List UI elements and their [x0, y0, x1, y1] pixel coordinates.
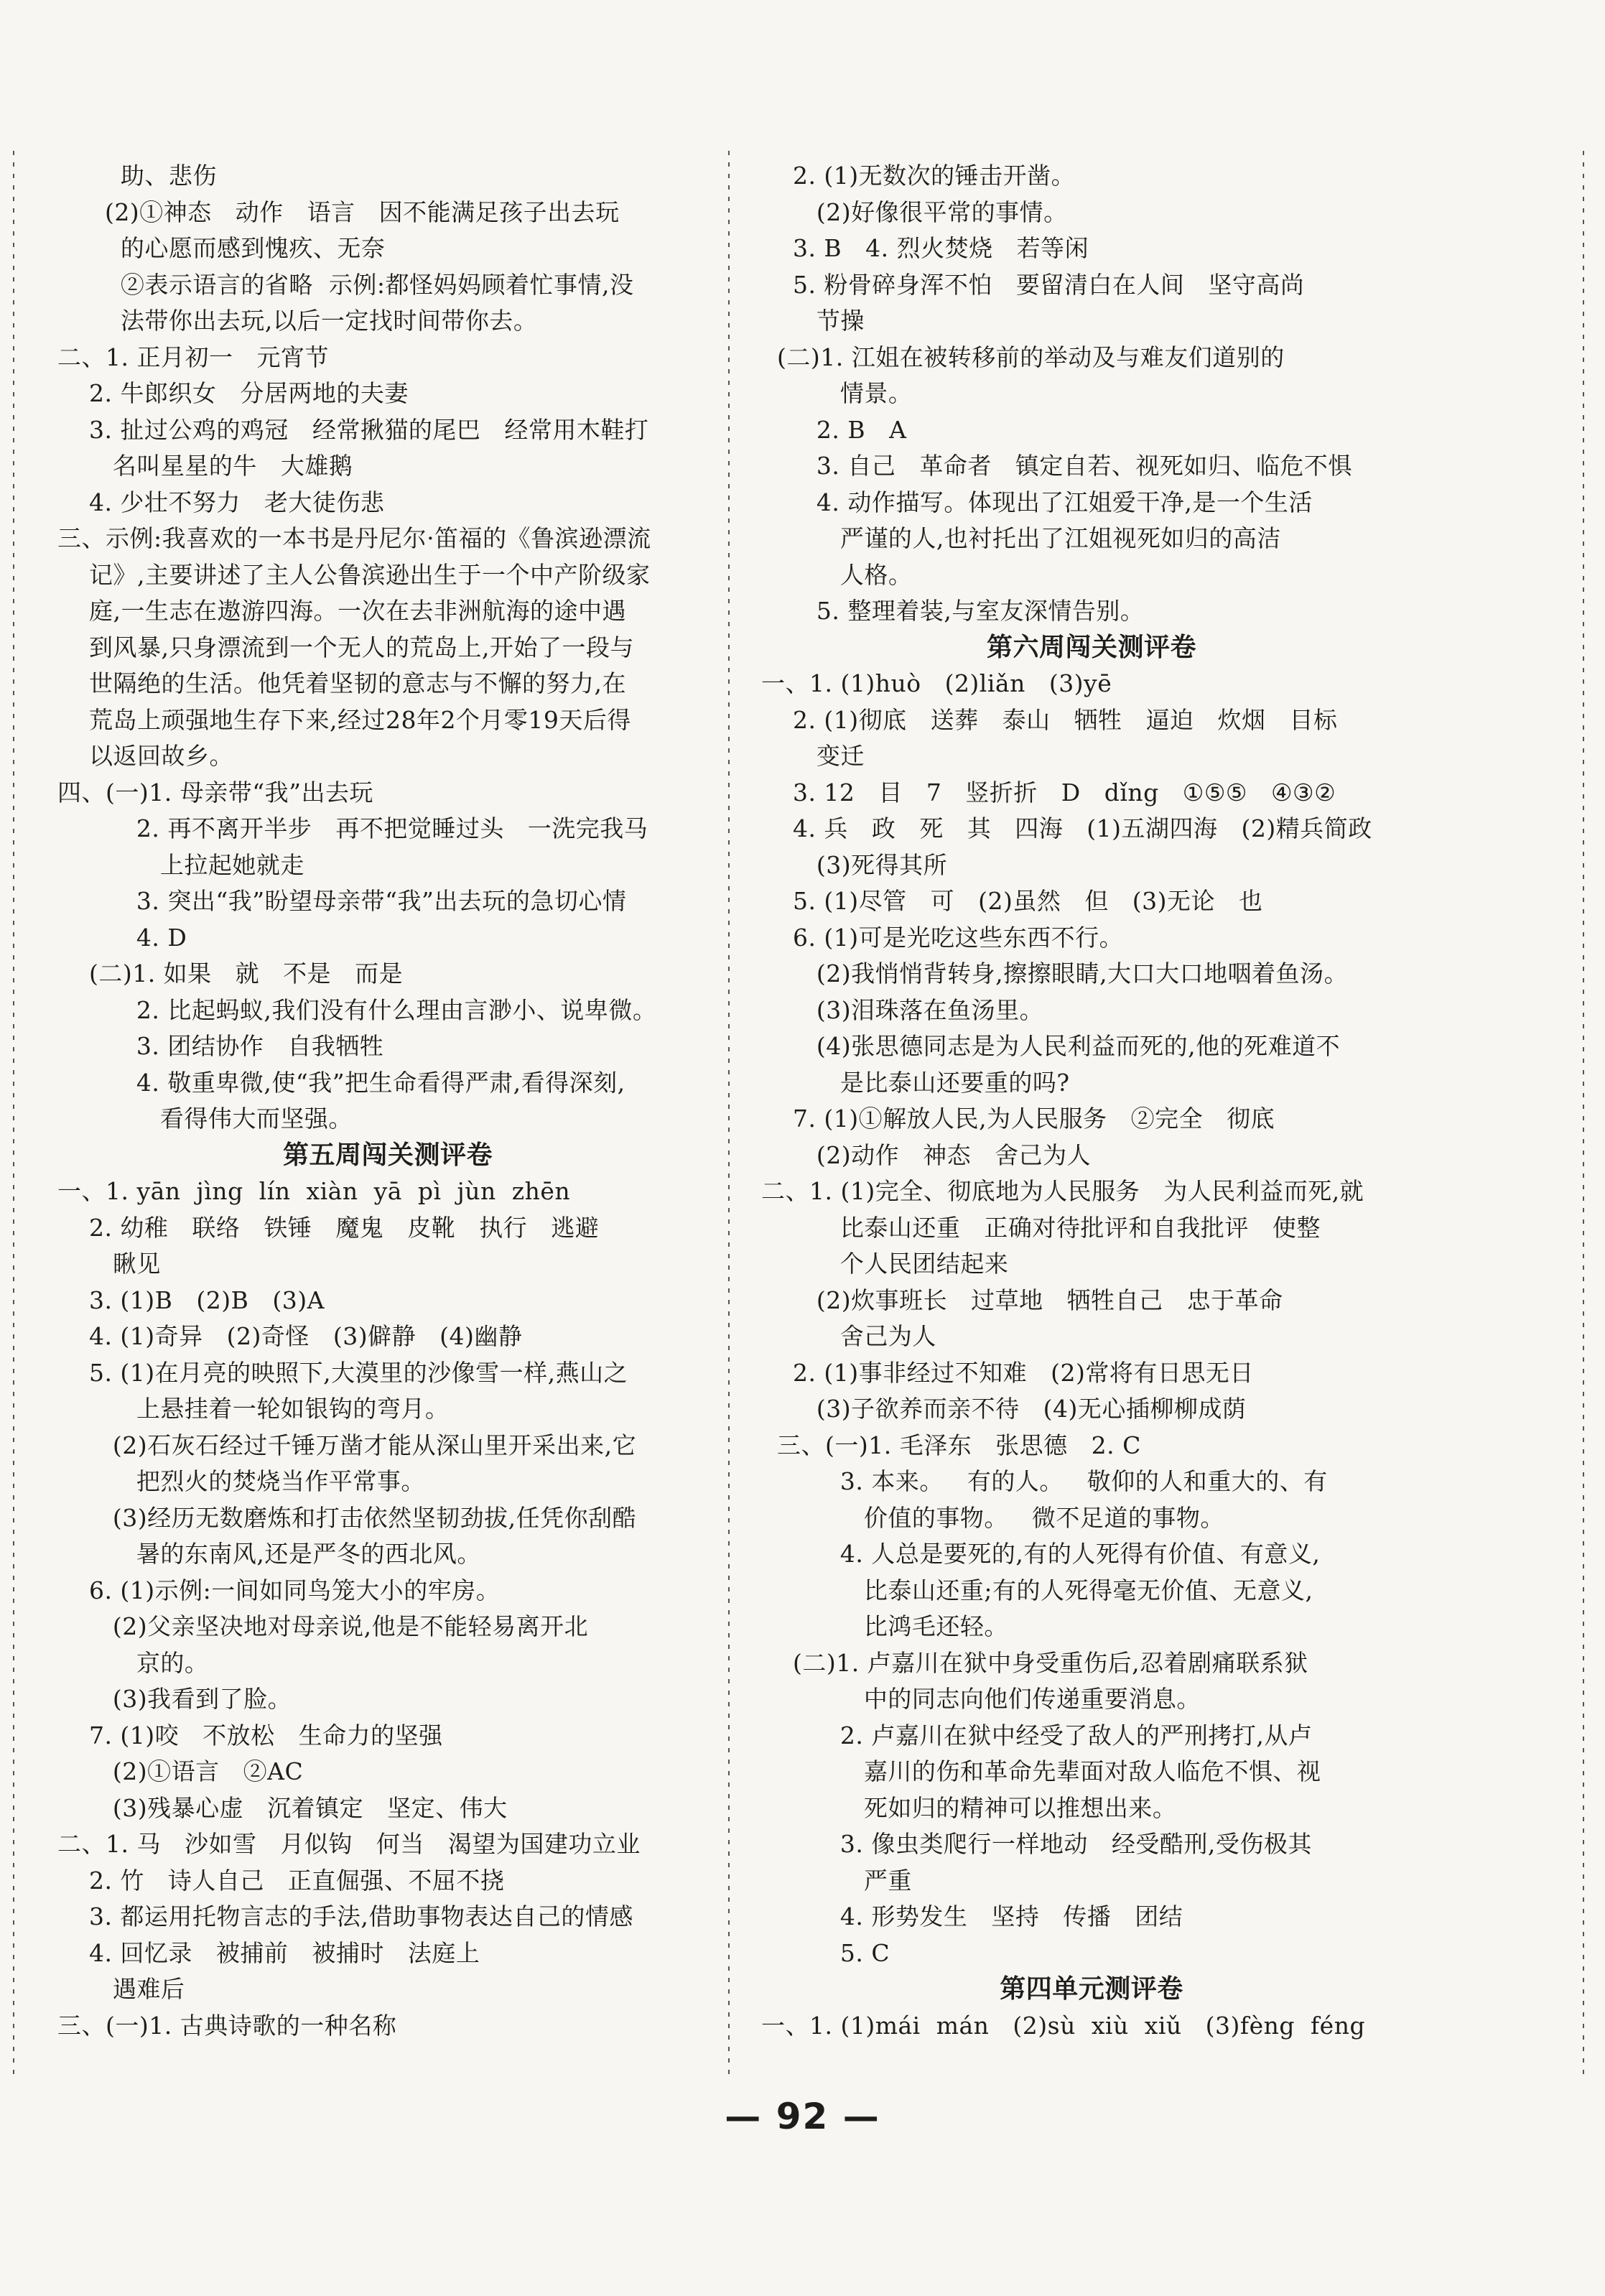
column-divider [725, 151, 732, 2076]
answer-line: 4. 兵 政 死 其 四海 (1)五湖四海 (2)精兵简政 [761, 814, 1372, 842]
answer-line: ②表示语言的省略 示例:都怪妈妈顾着忙事情,没 [57, 270, 634, 299]
answer-line: 四、(一)1. 母亲带“我”出去玩 [57, 778, 373, 807]
answer-line: 变迁 [761, 742, 865, 770]
answer-line: 4. D [57, 923, 187, 952]
answer-line: 比泰山还重;有的人死得毫无价值、无意义, [761, 1576, 1313, 1604]
answer-line: 5. C [761, 1938, 890, 1967]
answer-line: 嘉川的伤和革命先辈面对敌人临危不惧、视 [761, 1757, 1321, 1785]
answer-line: 舍己为人 [761, 1322, 936, 1350]
answer-line: 一、1. (1)mái mán (2)sù xiù xiǔ (3)fèng féng [761, 2011, 1366, 2040]
answer-line: 2. 卢嘉川在狱中经受了敌人的严刑拷打,从卢 [761, 1721, 1313, 1749]
answer-line: 价值的事物。 微不足道的事物。 [761, 1503, 1224, 1532]
answer-line: 2. 幼稚 联络 铁锤 魔鬼 皮靴 执行 逃避 [57, 1213, 600, 1242]
answer-line: 的心愿而感到愧疚、无奈 [57, 234, 386, 262]
answer-line: 二、1. (1)完全、彻底地为人民服务 为人民利益而死,就 [761, 1177, 1364, 1205]
answer-line: 节操 [761, 307, 865, 335]
answer-line: 3. 突出“我”盼望母亲带“我”出去玩的急切心情 [57, 887, 627, 915]
answer-line: (2)①神态 动作 语言 因不能满足孩子出去玩 [57, 197, 620, 226]
answer-line: 2. (1)无数次的锤击开凿。 [761, 162, 1076, 190]
answer-line: 6. (1)可是光吃这些东西不行。 [761, 923, 1124, 952]
answer-line: 三、(一)1. 古典诗歌的一种名称 [57, 2011, 397, 2040]
answer-line: (3)残暴心虚 沉着镇定 坚定、伟大 [57, 1793, 508, 1822]
answer-line: 5. 粉骨碎身浑不怕 要留清白在人间 坚守高尚 [761, 270, 1305, 299]
answer-line: (2)我悄悄背转身,擦擦眼睛,大口大口地咽着鱼汤。 [761, 959, 1349, 987]
answer-line: 4. 形势发生 坚持 传播 团结 [761, 1902, 1183, 1930]
answer-line: 以返回故乡。 [57, 742, 233, 770]
answer-line: 3. 12 目 7 竖折折 D dǐng ①⑤⑤ ④③② [761, 778, 1336, 807]
answer-line: 2. 牛郎织女 分居两地的夫妻 [57, 379, 409, 407]
section-title: 第六周闯关测评卷 [986, 632, 1196, 662]
answer-line: 5. (1)在月亮的映照下,大漠里的沙像雪一样,燕山之 [57, 1358, 628, 1387]
answer-line: 4. 敬重卑微,使“我”把生命看得严肃,看得深刻, [57, 1068, 625, 1097]
section-title: 第四单元测评卷 [1000, 1974, 1183, 2004]
answer-line: 一、1. (1)huò (2)liǎn (3)yē [761, 669, 1112, 697]
answer-line: (二)1. 如果 就 不是 而是 [57, 959, 404, 987]
answer-line: 二、1. 正月初一 元宵节 [57, 343, 329, 371]
answer-line: 3. 本来。 有的人。 敬仰的人和重大的、有 [761, 1467, 1328, 1495]
answer-line: 助、悲伤 [57, 162, 217, 190]
answer-line: 4. (1)奇异 (2)奇怪 (3)僻静 (4)幽静 [57, 1322, 523, 1350]
answer-line: 一、1. yān jìng lín xiàn yā pì jùn zhēn [57, 1177, 571, 1205]
answer-line: 2. 竹 诗人自己 正直倔强、不屈不挠 [57, 1866, 505, 1895]
answer-line: 人格。 [761, 560, 913, 589]
answer-line: (2)动作 神态 舍己为人 [761, 1140, 1092, 1169]
page-number: — 92 — [725, 2096, 880, 2137]
answer-line: 严重 [761, 1866, 912, 1895]
answer-line: (2)父亲坚决地对母亲说,他是不能轻易离开北 [57, 1612, 589, 1640]
answer-line: (3)子欲养而亲不待 (4)无心插柳柳成荫 [761, 1395, 1247, 1423]
answer-line: 暑的东南风,还是严冬的西北风。 [57, 1540, 481, 1568]
answer-line: 中的同志向他们传递重要消息。 [761, 1685, 1201, 1713]
answer-line: 死如归的精神可以推想出来。 [761, 1793, 1177, 1822]
answer-line: 2. (1)事非经过不知难 (2)常将有日思无日 [761, 1358, 1254, 1387]
answer-line: 把烈火的焚烧当作平常事。 [57, 1467, 425, 1495]
answer-line: 3. 自己 革命者 镇定自若、视死如归、临危不惧 [761, 452, 1352, 480]
section-title: 第五周闯关测评卷 [282, 1140, 493, 1170]
answer-line: (4)张思德同志是为人民利益而死的,他的死难道不 [761, 1032, 1341, 1060]
answer-line: 是比泰山还要重的吗? [761, 1068, 1070, 1097]
answer-line: 4. 回忆录 被捕前 被捕时 法庭上 [57, 1938, 480, 1967]
answer-line: (3)经历无数磨炼和打击依然坚韧劲拔,任凭你刮酷 [57, 1503, 637, 1532]
answer-line: 7. (1)①解放人民,为人民服务 ②完全 彻底 [761, 1105, 1275, 1133]
answer-line: 2. 比起蚂蚁,我们没有什么理由言渺小、说卑微。 [57, 995, 657, 1024]
answer-line: (二)1. 江姐在被转移前的举动及与难友们道别的 [761, 343, 1285, 371]
answer-line: 三、示例:我喜欢的一本书是丹尼尔·笛福的《鲁滨逊漂流 [57, 524, 651, 552]
answer-line: 比鸿毛还轻。 [761, 1612, 1008, 1640]
answer-line: 二、1. 马 沙如雪 月似钩 何当 渴望为国建功立业 [57, 1830, 641, 1858]
decorative-border-right [1580, 151, 1587, 2076]
answer-line: 2. (1)彻底 送葬 泰山 牺牲 逼迫 炊烟 目标 [761, 705, 1338, 734]
answer-line: 3. 都运用托物言志的手法,借助事物表达自己的情感 [57, 1902, 633, 1930]
answer-line: 法带你出去玩,以后一定找时间带你去。 [57, 307, 538, 335]
answer-line: 上悬挂着一轮如银钩的弯月。 [57, 1395, 450, 1423]
answer-line: 遇难后 [57, 1975, 185, 2003]
answer-line: 严谨的人,也衬托出了江姐视死如归的高洁 [761, 524, 1281, 552]
answer-line: 2. 再不离开半步 再不把觉睡过头 一洗完我马 [57, 814, 648, 842]
answer-line: 个人民团结起来 [761, 1250, 1009, 1278]
answer-line: 三、(一)1. 毛泽东 张思德 2. C [761, 1431, 1141, 1459]
answer-line: 3. 像虫类爬行一样地动 经受酷刑,受伤极其 [761, 1830, 1312, 1858]
answer-line: 比泰山还重 正确对待批评和自我批评 使整 [761, 1213, 1321, 1242]
answer-line: 名叫星星的牛 大雄鹅 [57, 452, 353, 480]
answer-line: 3. 扯过公鸡的鸡冠 经常揪猫的尾巴 经常用木鞋打 [57, 415, 649, 444]
answer-line: 5. (1)尽管 可 (2)虽然 但 (3)无论 也 [761, 887, 1263, 915]
answer-line: 3. B 4. 烈火焚烧 若等闲 [761, 234, 1089, 262]
answer-line: 3. (1)B (2)B (3)A [57, 1286, 325, 1314]
answer-line: (3)我看到了脸。 [57, 1685, 292, 1713]
decorative-border-left [10, 151, 17, 2076]
answer-line: 记》,主要讲述了主人公鲁滨逊出生于一个中产阶级家 [57, 560, 651, 589]
answer-line: 荒岛上顽强地生存下来,经过28年2个月零19天后得 [57, 705, 631, 734]
answer-line: (二)1. 卢嘉川在狱中身受重伤后,忍着剧痛联系狱 [761, 1648, 1308, 1677]
answer-line: 3. 团结协作 自我牺牲 [57, 1032, 384, 1060]
answer-line: 世隔绝的生活。他凭着坚韧的意志与不懈的努力,在 [57, 669, 626, 697]
answer-line: 看得伟大而坚强。 [57, 1105, 353, 1133]
answer-line: 瞅见 [57, 1250, 161, 1278]
answer-line: 6. (1)示例:一间如同鸟笼大小的牢房。 [57, 1576, 501, 1604]
right-column [761, 158, 1422, 2061]
answer-line: 4. 人总是要死的,有的人死得有价值、有意义, [761, 1540, 1321, 1568]
answer-line: 7. (1)咬 不放松 生命力的坚强 [57, 1721, 443, 1749]
answer-line: 庭,一生志在遨游四海。一次在去非洲航海的途中遇 [57, 597, 626, 625]
answer-line: (2)①语言 ②AC [57, 1757, 304, 1785]
answer-line: 4. 动作描写。体现出了江姐爱干净,是一个生活 [761, 488, 1313, 516]
left-column [57, 158, 718, 2061]
answer-line: 到风暴,只身漂流到一个无人的荒岛上,开始了一段与 [57, 633, 634, 661]
answer-line: (3)死得其所 [761, 850, 948, 879]
answer-line: 上拉起她就走 [57, 850, 304, 879]
answer-line: 2. B A [761, 415, 907, 444]
answer-line: (2)好像很平常的事情。 [761, 197, 1068, 226]
answer-line: 4. 少壮不努力 老大徒伤悲 [57, 488, 385, 516]
answer-line: 京的。 [57, 1648, 209, 1677]
answer-line: (3)泪珠落在鱼汤里。 [761, 995, 1044, 1024]
answer-line: 5. 整理着装,与室友深情告别。 [761, 597, 1145, 625]
answer-line: (2)石灰石经过千锤万凿才能从深山里开采出来,它 [57, 1431, 637, 1459]
answer-line: 情景。 [761, 379, 913, 407]
answer-line: (2)炊事班长 过草地 牺牲自己 忠于革命 [761, 1286, 1283, 1314]
